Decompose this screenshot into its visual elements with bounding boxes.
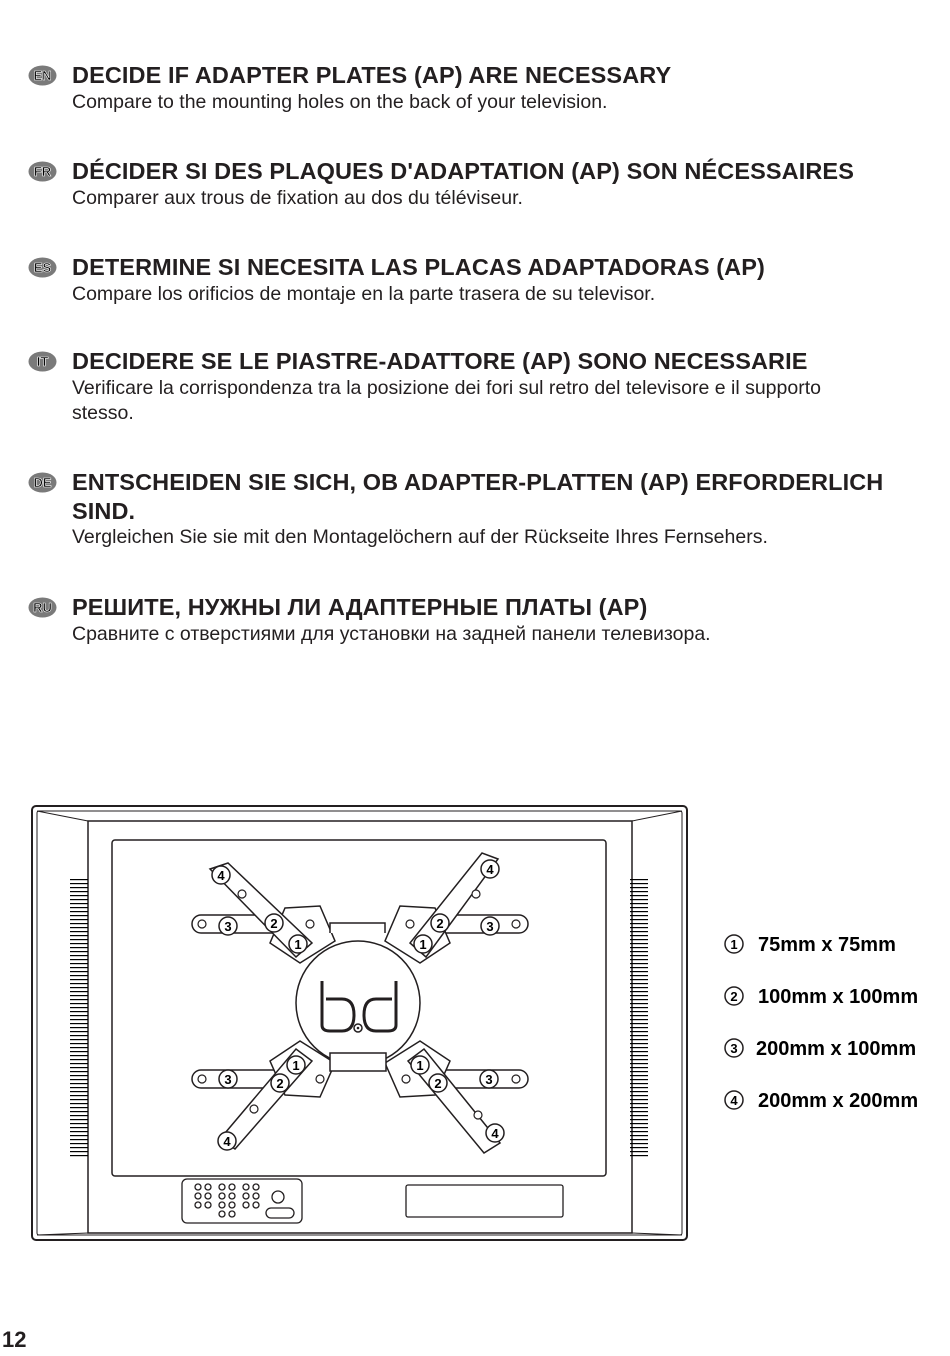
marker-2-tr (431, 914, 449, 932)
marker-2-bl (271, 1074, 289, 1092)
control-panel (182, 1179, 563, 1223)
svg-text:4: 4 (217, 868, 225, 883)
marker-1-br (411, 1056, 429, 1074)
svg-text:3: 3 (486, 919, 494, 934)
body-en: Compare to the mounting holes on the back of your television. (72, 91, 608, 113)
svg-text:3: 3 (485, 1072, 493, 1087)
body-it: Verificare la corrispondenza tra la posizione dei fori sul retro del televisore e il supporto stesso. (72, 377, 821, 424)
heading-ru: РЕШИТЕ, НУЖНЫ ЛИ АДАПТЕРНЫЕ ПЛАТЫ (AP) (72, 594, 648, 620)
section-es (26, 253, 936, 313)
legend-item-4 (725, 1090, 918, 1112)
marker-2-br (429, 1074, 447, 1092)
svg-text:1: 1 (292, 1058, 300, 1073)
svg-text:2: 2 (434, 1076, 442, 1091)
svg-text:2: 2 (730, 989, 738, 1004)
section-de (26, 468, 936, 553)
section-fr (26, 157, 936, 217)
badge-code: ES (33, 260, 52, 275)
language-badge-it (28, 351, 57, 372)
section-en (26, 61, 936, 121)
svg-text:100mm x 100mm: 100mm x 100mm (758, 986, 919, 1008)
bd-logo-text: bd (358, 955, 360, 956)
svg-text:1: 1 (416, 1058, 424, 1073)
language-badge-en (28, 65, 57, 86)
svg-text:2: 2 (270, 916, 278, 931)
heading-de: ENTSCHEIDEN SIE SICH, OB ADAPTER-PLATTEN (AP) ERFORDERLICH SIND. (72, 469, 884, 524)
svg-text:4: 4 (491, 1126, 499, 1141)
language-badge-ru (28, 597, 57, 618)
svg-text:1: 1 (294, 937, 302, 952)
vent-left (70, 878, 88, 1158)
size-legend (725, 934, 918, 1112)
marker-3-tl (219, 917, 237, 935)
heading-it: DECIDERE SE LE PIASTRE-ADATTORE (AP) SONO NECESSARIE (72, 348, 808, 374)
svg-text:200mm x 100mm: 200mm x 100mm (756, 1038, 917, 1060)
svg-text:1: 1 (419, 937, 427, 952)
badge-code: EN (33, 68, 52, 83)
svg-text:4: 4 (486, 862, 494, 877)
marker-3-br (480, 1070, 498, 1088)
heading-en: DECIDE IF ADAPTER PLATES (AP) ARE NECESSARY (72, 62, 672, 88)
marker-4-tl (212, 866, 230, 884)
body-de: Vergleichen Sie sie mit den Montagelöchern auf der Rückseite Ihres Fernsehers. (72, 526, 768, 548)
marker-4-tr (481, 860, 499, 878)
svg-text:3: 3 (224, 1072, 232, 1087)
svg-text:1: 1 (730, 937, 738, 952)
legend-item-1 (725, 934, 896, 956)
marker-4-br (486, 1124, 504, 1142)
language-badge-es (28, 257, 57, 278)
legend-item-2 (725, 986, 918, 1008)
svg-text:75mm x 75mm: 75mm x 75mm (758, 934, 896, 956)
vent-right (630, 878, 648, 1158)
badge-code: DE (33, 475, 52, 490)
marker-4-bl (218, 1132, 236, 1150)
marker-2-tl (265, 914, 283, 932)
section-ru (26, 593, 936, 653)
svg-text:2: 2 (436, 916, 444, 931)
marker-3-tr (481, 917, 499, 935)
badge-code: RU (33, 600, 52, 615)
marker-3-bl (219, 1070, 237, 1088)
body-ru: Сравните с отверстиями для установки на задней панели телевизора. (72, 623, 711, 645)
tv-mount-diagram (30, 803, 920, 1243)
language-badge-fr (28, 161, 57, 182)
legend-item-3 (725, 1038, 916, 1060)
marker-1-bl (287, 1056, 305, 1074)
marker-1-tl (289, 935, 307, 953)
svg-text:4: 4 (730, 1093, 738, 1108)
language-badge-de (28, 472, 57, 493)
svg-text:200mm x 200mm: 200mm x 200mm (758, 1090, 919, 1112)
page-number: 12 (2, 1327, 27, 1352)
body-fr: Comparer aux trous de fixation au dos du téléviseur. (72, 187, 523, 209)
heading-es: DETERMINE SI NECESITA LAS PLACAS ADAPTADORAS (AP) (72, 254, 765, 280)
svg-text:3: 3 (730, 1041, 738, 1056)
badge-code: FR (33, 164, 52, 179)
svg-text:4: 4 (223, 1134, 231, 1149)
badge-code: IT (36, 354, 49, 369)
section-it (26, 347, 936, 432)
svg-text:3: 3 (224, 919, 232, 934)
svg-text:2: 2 (276, 1076, 284, 1091)
body-es: Compare los orificios de montaje en la parte trasera de su televisor. (72, 283, 656, 305)
marker-1-tr (414, 935, 432, 953)
heading-fr: DÉCIDER SI DES PLAQUES D'ADAPTATION (AP) SON NÉCESSAIRES (72, 158, 854, 184)
